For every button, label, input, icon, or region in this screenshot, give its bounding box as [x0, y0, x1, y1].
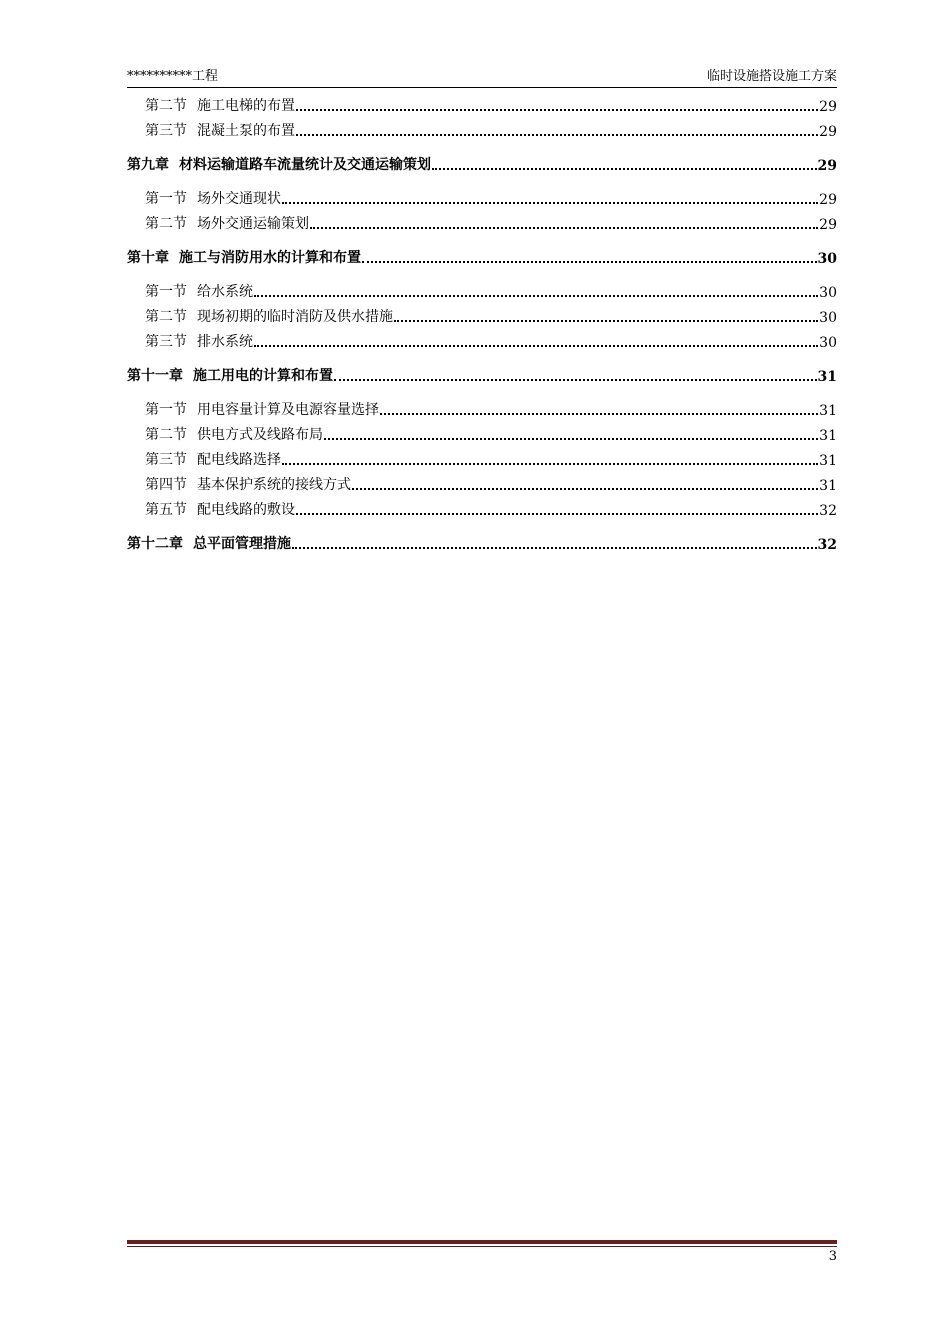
toc-entry-title: 供电方式及线路布局 — [197, 427, 323, 443]
toc-entry-page: 31 — [819, 478, 837, 494]
toc-dot-leader — [282, 202, 818, 204]
toc-entry-page: 29 — [819, 99, 837, 115]
toc-entry-title: 施工电梯的布置 — [197, 98, 295, 114]
toc-entry-page: 30 — [819, 285, 837, 301]
page-header — [127, 66, 837, 88]
toc-entry-title: 材料运输道路车流量统计及交通运输策划 — [179, 157, 431, 173]
toc-entry-label — [145, 213, 309, 236]
toc-entry-number: 第四节 — [145, 477, 187, 493]
toc-chapter-row[interactable] — [127, 245, 837, 270]
toc-entry-page: 29 — [817, 158, 837, 174]
toc-entry-title: 施工用电的计算和布置 — [193, 368, 333, 384]
toc-entry-title: 配电线路的敷设 — [197, 502, 295, 518]
toc-entry-number: 第十一章 — [127, 368, 183, 384]
toc-dot-leader — [296, 134, 818, 136]
toc-entry-number: 第二节 — [145, 427, 187, 443]
toc-entry-label — [145, 424, 323, 447]
toc-entry-title: 施工与消防用水的计算和布置 — [179, 250, 361, 266]
toc-entry-label — [145, 399, 379, 422]
toc-dot-leader — [394, 320, 818, 322]
toc-entry-number: 第二节 — [145, 309, 187, 325]
toc-section-row[interactable] — [127, 397, 837, 422]
toc-entry-title: 总平面管理措施 — [193, 536, 291, 552]
toc-entry-number: 第一节 — [145, 191, 187, 207]
toc-section-row[interactable] — [127, 422, 837, 447]
toc-entry-title: 配电线路选择 — [197, 452, 281, 468]
toc-section-row[interactable] — [127, 304, 837, 329]
toc-entry-number: 第三节 — [145, 123, 187, 139]
toc-entry-label — [145, 120, 295, 143]
toc-chapter-row[interactable] — [127, 531, 837, 556]
toc-entry-page: 31 — [819, 403, 837, 419]
toc-entry-label — [127, 365, 333, 388]
toc-entry-label — [145, 306, 393, 329]
toc-section-row[interactable] — [127, 447, 837, 472]
toc-entry-label — [145, 188, 281, 211]
toc-dot-leader — [292, 547, 817, 549]
header-document-title: 临时设施搭设施工方案 — [706, 69, 837, 84]
toc-chapter-row[interactable] — [127, 363, 837, 388]
toc-dot-leader — [254, 345, 818, 347]
toc-entry-number: 第二节 — [145, 98, 187, 114]
toc-section-row[interactable] — [127, 93, 837, 118]
toc-entry-title: 混凝土泵的布置 — [197, 123, 295, 139]
toc-dot-leader — [352, 488, 818, 490]
toc-entry-label — [145, 499, 295, 522]
toc-dot-leader — [380, 413, 818, 415]
toc-entry-label — [127, 247, 361, 270]
toc-entry-page: 32 — [817, 537, 837, 553]
toc-entry-label — [145, 474, 351, 497]
toc-entry-page: 31 — [817, 369, 837, 385]
toc-entry-title: 基本保护系统的接线方式 — [197, 477, 351, 493]
toc-entry-page: 29 — [819, 192, 837, 208]
toc-entry-title: 场外交通现状 — [197, 191, 281, 207]
toc-entry-label — [145, 331, 253, 354]
toc-dot-leader — [296, 513, 818, 515]
toc-dot-leader — [310, 227, 818, 229]
toc-entry-title: 现场初期的临时消防及供水措施 — [197, 309, 393, 325]
toc-entry-label — [145, 449, 281, 472]
toc-entry-label — [127, 154, 431, 177]
toc-dot-leader — [334, 379, 817, 381]
toc-section-row[interactable] — [127, 497, 837, 522]
toc-entry-page: 29 — [819, 124, 837, 140]
toc-section-row[interactable] — [127, 118, 837, 143]
toc-dot-leader — [324, 438, 818, 440]
toc-entry-page: 30 — [819, 335, 837, 351]
toc-entry-title: 场外交通运输策划 — [197, 216, 309, 232]
toc-dot-leader — [282, 463, 818, 465]
toc-entry-number: 第十章 — [127, 250, 169, 266]
toc-entry-title: 给水系统 — [197, 284, 253, 300]
footer-divider-thin — [127, 1246, 837, 1247]
toc-entry-page: 30 — [819, 310, 837, 326]
toc-entry-number: 第一节 — [145, 402, 187, 418]
footer-divider-thick — [127, 1240, 837, 1244]
toc-entry-label — [145, 95, 295, 118]
toc-entry-number: 第二节 — [145, 216, 187, 232]
toc-entry-page: 30 — [817, 251, 837, 267]
page-number: 3 — [828, 1249, 837, 1264]
toc-section-row[interactable] — [127, 279, 837, 304]
toc-entry-title: 用电容量计算及电源容量选择 — [197, 402, 379, 418]
toc-entry-number: 第九章 — [127, 157, 169, 173]
toc-section-row[interactable] — [127, 211, 837, 236]
toc-dot-leader — [254, 295, 818, 297]
toc-entry-label — [145, 281, 253, 304]
toc-entry-title: 排水系统 — [197, 334, 253, 350]
table-of-contents — [127, 93, 837, 565]
toc-entry-page: 32 — [819, 503, 837, 519]
toc-chapter-row[interactable] — [127, 152, 837, 177]
toc-dot-leader — [296, 109, 818, 111]
toc-section-row[interactable] — [127, 472, 837, 497]
toc-entry-label — [127, 533, 291, 556]
toc-section-row[interactable] — [127, 329, 837, 354]
toc-entry-page: 31 — [819, 453, 837, 469]
toc-entry-page: 31 — [819, 428, 837, 444]
toc-entry-number: 第十二章 — [127, 536, 183, 552]
toc-entry-number: 第一节 — [145, 284, 187, 300]
toc-section-row[interactable] — [127, 186, 837, 211]
toc-entry-number: 第五节 — [145, 502, 187, 518]
header-project-name: **********工程 — [127, 69, 219, 84]
toc-entry-page: 29 — [819, 217, 837, 233]
toc-entry-number: 第三节 — [145, 452, 187, 468]
toc-dot-leader — [362, 261, 817, 263]
toc-dot-leader — [432, 168, 817, 170]
toc-entry-number: 第三节 — [145, 334, 187, 350]
